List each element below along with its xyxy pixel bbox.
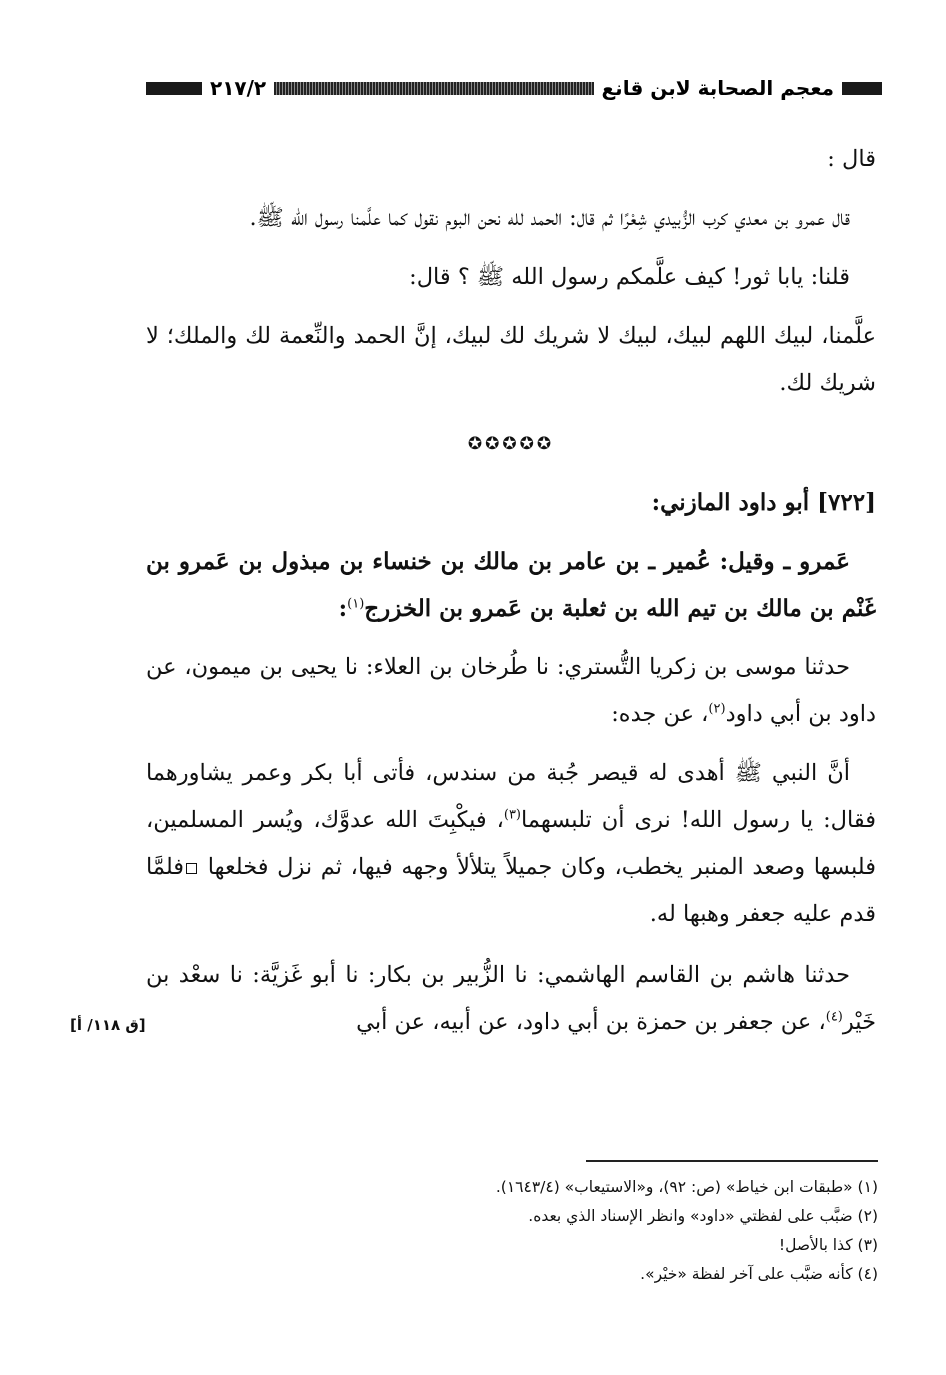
margin-folio-reference: [ق ١١٨/ أ]: [70, 1016, 146, 1034]
footnote-ref-3: (٣): [503, 807, 521, 823]
paragraph-6: [146, 750, 876, 938]
footnote-ref-1: (١): [347, 596, 365, 612]
footnote-4: (٤) كأنه ضبَّب على آخر لفظة «خيْر».: [640, 1265, 878, 1283]
paragraph-7: [146, 952, 876, 1046]
paragraph-5: [146, 644, 876, 738]
running-header: [146, 72, 882, 104]
paragraph-5-text-b: ، عن جده:: [611, 701, 709, 727]
header-rule-left: [146, 82, 202, 95]
paragraph-7-text-a: حدثنا هاشم بن القاسم الهاشمي: نا الزُّبير بن بكار: نا أبو غَزيَّة: نا سعْد بن خَيْر: [146, 962, 876, 1035]
paragraph-7-text-b: ، عن جعفر بن حمزة بن أبي داود، عن أبيه، عن أبي: [356, 1009, 826, 1035]
folio-marker-icon: [186, 863, 197, 874]
paragraph-6-text-b: ، فيكْبِتَ الله عدوَّك، ويُسر المسلمين، فلبسها وصعد المنبر يخطب، وكان جميلاً يتلألأ وجهه فيها، ثم نزل فخلعها: [146, 807, 876, 880]
footnote-2: (٢) ضبَّب على لفظتي «داود» وانظر الإسناد الذي بعده.: [528, 1207, 878, 1225]
header-rule-right: [842, 82, 882, 95]
entry-lineage-end: :: [338, 595, 348, 622]
footnote-ref-2: (٢): [708, 701, 726, 717]
paragraph-6-text-c: فلمَّا قدم عليه جعفر وهبها له.: [146, 854, 876, 927]
page-number: ٢١٧/٢: [210, 76, 267, 100]
section-ornament: ✪✪✪✪✪: [467, 434, 555, 454]
entry-heading: [٧٢٢] أبو داود المازني:: [651, 489, 876, 516]
footnote-separator: [586, 1160, 878, 1162]
footnote-ref-4: (٤): [825, 1009, 843, 1025]
paragraph-3: قلنا: يابا ثور! كيف علَّمكم رسول الله ﷺ ؟ قال:: [409, 264, 850, 290]
entry-lineage: [146, 538, 876, 632]
footnote-1: (١) «طبقات ابن خياط» (ص: ٩٢)، و«الاستيعاب» (١٦٤٣/٤).: [495, 1178, 878, 1196]
paragraph-6-text-a: أنَّ النبي ﷺ أهدى له قيصر جُبة من سندس، فأتى أبا بكر وعمر يشاورهما فقال: يا رسول الله! نرى أن تلبسهما: [146, 760, 876, 833]
entry-lineage-text: عَمرو ـ وقيل: عُمير ـ بن عامر بن مالك بن خنساء بن مبذول بن عَمرو بن غَنْم بن مالك بن تيم الله بن ثعلبة بن عَمرو بن الخزرج: [146, 548, 876, 622]
footnote-3: (٣) كذا بالأصل!: [778, 1236, 878, 1254]
book-title: معجم الصحابة لابن قانع: [601, 76, 834, 100]
paragraph-1: قال :: [827, 146, 876, 172]
footnotes: [300, 1173, 878, 1289]
paragraph-4: علَّمنا، لبيك اللهم لبيك، لبيك لا شريك لك لبيك، إنَّ الحمد والنِّعمة لك والملك؛ لا شريك لك.: [146, 323, 876, 396]
paragraph-5-text-a: حدثنا موسى بن زكريا التُّستري: نا طُرخان بن العلاء: نا يحيى بن ميمون، عن داود بن أبي داود: [146, 654, 876, 727]
header-rule-middle: [274, 82, 593, 95]
paragraph-2: قال عمرو بن معدي كرب الزُّبيدي شِعْرًا ثم قال: الحمد لله نحن البوم نقول كما علَّمنا رسول الله ﷺ.: [249, 205, 850, 231]
main-text: [146, 136, 876, 1046]
